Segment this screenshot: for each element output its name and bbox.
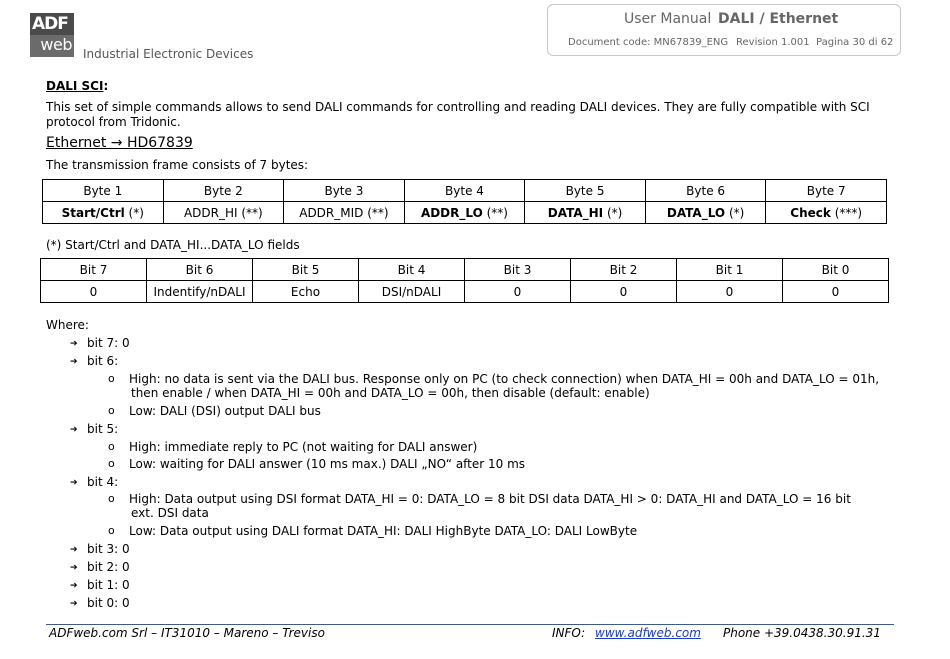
byte-header-cell: Byte 4 [404,180,525,202]
byte-value-rest: (*) [603,205,623,220]
byte-value-rest: (*) [124,205,144,220]
sub-bullet-text [129,492,851,520]
intro-paragraph: This set of simple commands allows to send DALI commands for controlling and reading DALI devices. They are fully compatible with SCI protocol from Tridonic. [46,100,870,129]
byte-value-cell [766,202,887,224]
byte-value-cell [404,202,525,224]
revision: Revision 1.001 [736,37,810,48]
bit-value-cell: 0 [41,281,147,303]
bit-value-cell: 0 [783,281,889,303]
list-item [70,336,130,350]
bit-header-cell: Bit 5 [253,259,359,281]
byte-value-bold: Start/Ctrl [61,205,125,220]
byte-value-bold: Check [790,205,831,220]
section-title [46,79,108,93]
byte-value-row [43,202,887,224]
arrow-bullet-icon: ➔ [70,357,78,367]
bullet-text: bit 5: [87,422,119,436]
bullet-text: bit 1: 0 [87,578,130,592]
arrow-bullet-icon: ➔ [70,545,78,555]
list-item [70,596,130,610]
circle-bullet-icon: o [108,404,115,417]
arrow-bullet-icon: ➔ [70,478,78,488]
section-title-colon: : [103,79,109,93]
byte-value-bold: DATA_LO [666,205,726,220]
sub-bullet-text: High: immediate reply to PC (not waiting for DALI answer) [129,440,478,454]
bit-header-cell: Bit 7 [41,259,147,281]
footer-phone: Phone +39.0438.30.91.31 [723,626,881,640]
bullet-text: bit 4: [87,475,119,489]
bullet-text: bit 3: 0 [87,542,130,556]
byte-value-cell [645,202,766,224]
sub-bullet-line: High: Data output using DSI format DATA_HI = 0: DATA_LO = 8 bit DSI data DATA_HI > 0: DATA_HI and DATA_LO = 16 bit [129,492,851,506]
bit-value-row [41,281,889,303]
bit-header-cell: Bit 1 [677,259,783,281]
circle-bullet-icon: o [108,372,115,385]
arrow-bullet-icon: ➔ [70,339,78,349]
footer-divider [46,624,894,625]
manual-label: User Manual [624,11,712,27]
list-item [70,475,119,489]
logo-bottom-text: web [30,35,74,57]
circle-bullet-icon: o [108,440,115,453]
document-code: Document code: MN67839_ENG [568,37,729,48]
sub-bullet-line: ext. DSI data [131,506,209,520]
arrow-bullet-icon: ➔ [70,599,78,609]
company-tagline: Industrial Electronic Devices [83,47,254,61]
byte-header-cell: Byte 3 [284,180,405,202]
bit-header-cell: Bit 2 [571,259,677,281]
sub-bullet-line: High: no data is sent via the DALI bus. Response only on PC (to check connection) when DATA_HI = 00h and DATA_LO = 01h, [129,372,880,386]
byte-value-rest: ADDR_HI (**) [183,205,263,220]
list-item [70,578,130,592]
bit-value-cell: 0 [571,281,677,303]
direction-heading: Ethernet → HD67839 [46,135,193,151]
bit-value-cell: Indentify/nDALI [147,281,253,303]
bullet-text: bit 6: [87,354,119,368]
sub-bullet-text: Low: DALI (DSI) output DALI bus [129,404,321,418]
circle-bullet-icon: o [108,524,115,537]
page-number: Pagina 30 di 62 [816,37,894,48]
byte-value-rest: (***) [830,205,863,220]
arrow-bullet-icon: ➔ [70,563,78,573]
byte-value-cell [284,202,405,224]
byte-header-cell: Byte 1 [43,180,164,202]
byte-header-cell: Byte 5 [525,180,646,202]
sub-bullet-text [129,372,879,400]
byte-value-cell [43,202,164,224]
document-header-box [547,4,901,56]
frame-description: The transmission frame consists of 7 bytes: [46,158,309,172]
bit-header-cell: Bit 4 [359,259,465,281]
bit-header-cell: Bit 0 [783,259,889,281]
bit-header-row [41,259,889,281]
circle-bullet-icon: o [108,492,115,505]
circle-bullet-icon: o [108,457,115,470]
byte-value-cell [163,202,284,224]
adfweb-logo [30,13,74,57]
bit-value-cell: 0 [465,281,571,303]
footer-company: ADFweb.com Srl – IT31010 – Mareno – Treviso [49,626,325,640]
bit-value-cell: 0 [677,281,783,303]
where-label: Where: [46,318,89,332]
bit-value-cell: Echo [253,281,359,303]
byte-header-cell: Byte 2 [163,180,284,202]
byte-frame-table [42,179,887,224]
bullet-text: bit 0: 0 [87,596,130,610]
list-item [70,560,130,574]
list-item [70,542,130,556]
byte-value-bold: DATA_HI [547,205,604,220]
bit-fields-table [40,258,889,303]
byte-header-cell: Byte 7 [766,180,887,202]
bit-value-cell: DSI/nDALI [359,281,465,303]
list-item [70,354,119,368]
footer-info-label: INFO: [552,626,586,640]
logo-top-text: ADF [30,13,74,35]
byte-header-row [43,180,887,202]
arrow-bullet-icon: ➔ [70,581,78,591]
bit-header-cell: Bit 3 [465,259,571,281]
fields-note: (*) Start/Ctrl and DATA_HI...DATA_LO fields [46,238,300,252]
section-title-text: DALI SCI [46,79,104,93]
bullet-text: bit 7: 0 [87,336,130,350]
product-name: DALI / Ethernet [718,11,839,27]
bullet-text: bit 2: 0 [87,560,130,574]
byte-value-bold: ADDR_LO [420,205,483,220]
byte-value-cell [525,202,646,224]
sub-bullet-line: then enable / when DATA_HI = 00h and DATA_LO = 00h, then disable (default: enable) [131,386,650,400]
byte-value-rest: (*) [725,205,745,220]
byte-header-cell: Byte 6 [645,180,766,202]
sub-bullet-text: Low: Data output using DALI format DATA_HI: DALI HighByte DATA_LO: DALI LowByte [129,524,638,538]
arrow-bullet-icon: ➔ [70,425,78,435]
sub-bullet-text: Low: waiting for DALI answer (10 ms max.) DALI „NO“ after 10 ms [129,457,526,471]
list-item [70,422,119,436]
byte-value-rest: ADDR_MID (**) [299,205,389,220]
byte-value-rest: (**) [482,205,508,220]
footer-website-link[interactable]: www.adfweb.com [595,626,701,640]
bit-header-cell: Bit 6 [147,259,253,281]
